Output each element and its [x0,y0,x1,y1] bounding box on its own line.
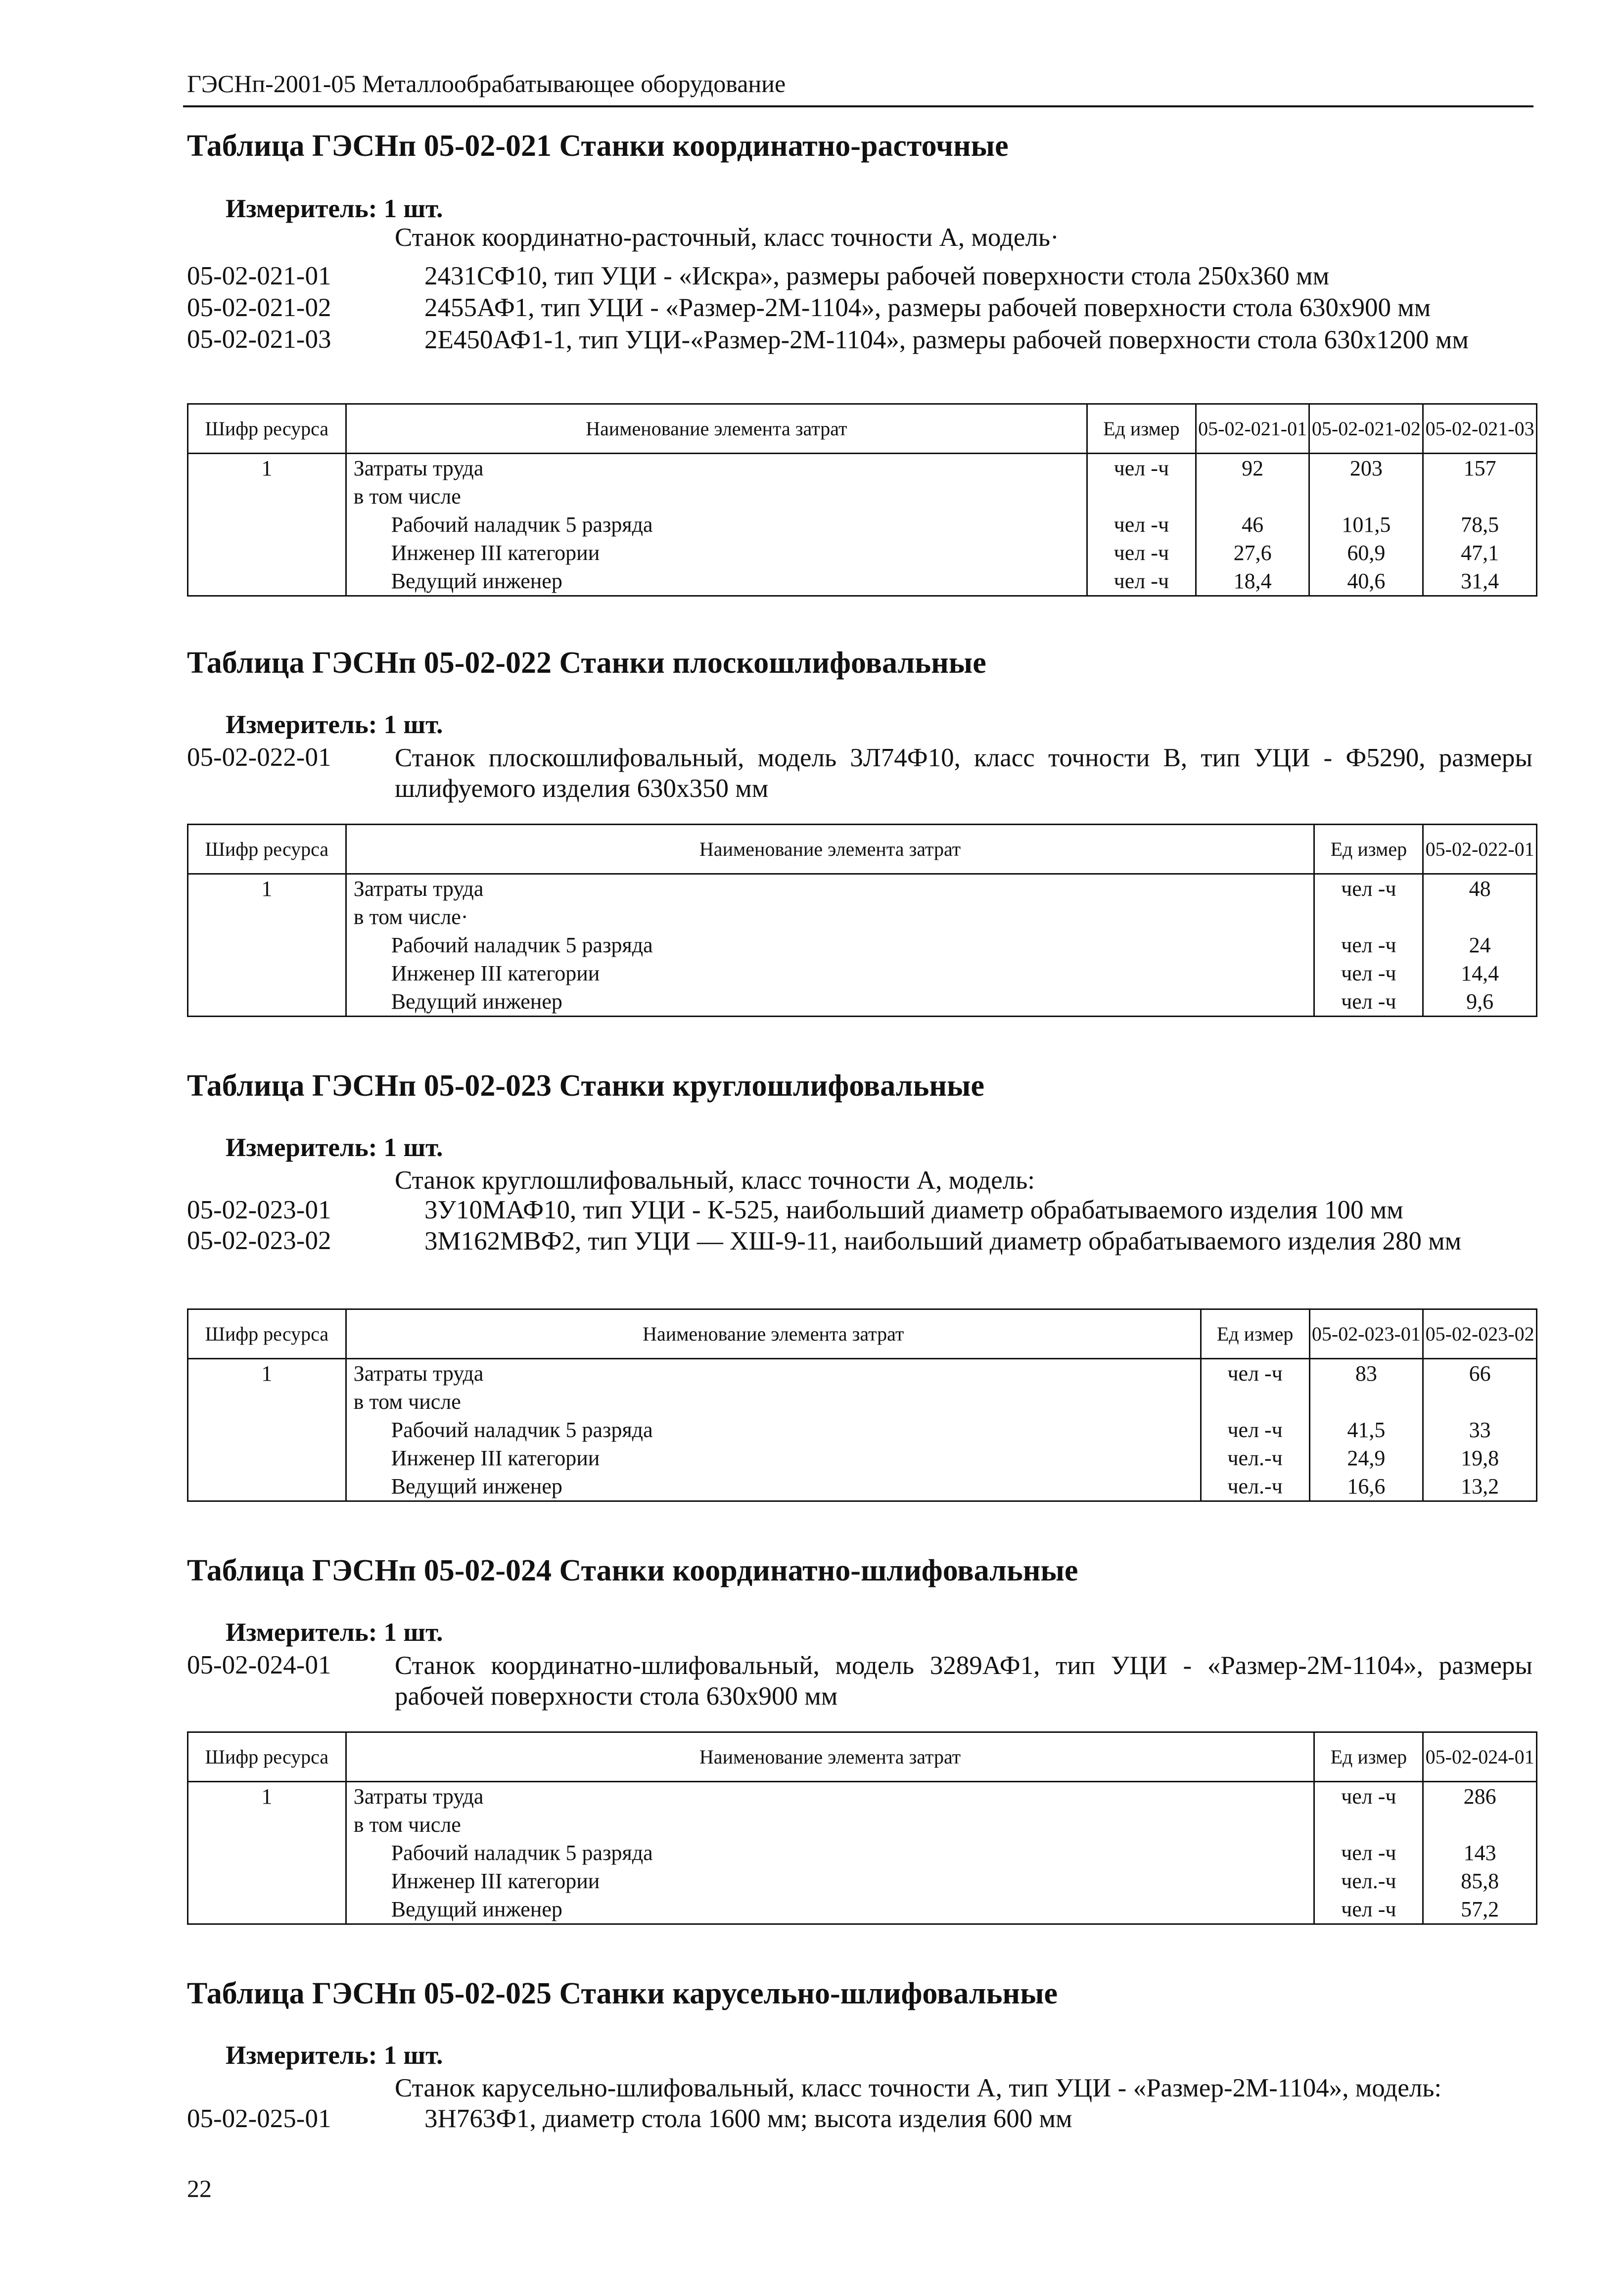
row-value: 46 [1242,512,1264,537]
cost-table [187,824,1537,1017]
unit-cell [1201,1359,1309,1501]
value-cell [1423,1782,1537,1924]
value-cell [1423,1359,1537,1501]
col-header-unit: Ед измер [1201,1309,1309,1359]
row-value: 157 [1463,456,1496,480]
value-cell [1423,454,1537,596]
machine-intro: Станок координатно-расточный, класс точности А, модель· [395,223,1059,252]
row-unit: чел -ч [1341,933,1396,957]
item-code: 05-02-023-02 [187,1226,331,1255]
meter-label: Измеритель: [226,1133,377,1162]
col-header-unit: Ед измер [1314,825,1423,874]
row-unit: чел -ч [1341,877,1396,901]
col-header-value: 05-02-021-02 [1309,404,1423,454]
row-value: 143 [1463,1841,1496,1865]
col-header-value: 05-02-023-02 [1423,1309,1537,1359]
row-value: 203 [1349,456,1383,480]
row-name: Инженер III категории [391,1869,600,1893]
row-name: Ведущий инженер [391,1474,562,1498]
col-header-name: Наименование элемента затрат [346,825,1314,874]
col-header-name: Наименование элемента затрат [346,1732,1314,1782]
code-value: 1 [261,1361,273,1386]
item-text: 3Н763Ф1, диаметр стола 1600 мм; высота изделия 600 мм [424,2104,1072,2133]
meter-label: Измеритель: [226,2041,377,2070]
row-name: Рабочий наладчик 5 разряда [391,933,653,957]
row-unit: чел -ч [1341,961,1396,985]
item-code: 05-02-025-01 [187,2104,331,2133]
section-title: Таблица ГЭСНп 05-02-021 Станки координатно-расточные [187,129,1009,163]
item-code: 05-02-021-03 [187,325,331,354]
item-text: 2Е450АФ1-1, тип УЦИ-«Размер-2М-1104», размеры рабочей поверхности стола 630х1200 мм [424,325,1469,354]
row-value: 47,1 [1461,541,1499,565]
row-name: Затраты труда [353,877,484,901]
meter-value: 1 шт. [383,2041,443,2070]
row-value: 66 [1469,1361,1491,1386]
page-number: 22 [187,2175,212,2202]
row-unit: чел -ч [1341,989,1396,1014]
table-header-row [188,1732,1537,1782]
code-value: 1 [261,877,273,901]
row-unit [1202,1388,1309,1416]
section-title: Таблица ГЭСНп 05-02-024 Станки координатно-шлифовальные [187,1554,1078,1587]
item-text: 3М162МВФ2, тип УЦИ — ХШ-9-11, наибольший диаметр обрабатываемого изделия 280 мм [424,1227,1462,1255]
row-value: 33 [1469,1418,1491,1442]
machine-intro: Станок круглошлифовальный, класс точности А, модель: [395,1166,1035,1195]
row-value: 27,6 [1233,541,1272,565]
row-name: в том числе [353,1390,461,1414]
row-value: 41,5 [1347,1418,1386,1442]
row-name: Затраты труда [353,1784,484,1809]
row-unit [1088,482,1195,511]
code-cell [188,454,346,596]
row-value: 92 [1242,456,1264,480]
table-header-row [188,1309,1537,1359]
row-value: 101,5 [1342,512,1391,537]
row-value: 57,2 [1461,1897,1499,1921]
col-header-code: Шифр ресурса [188,825,346,874]
row-unit: чел -ч [1227,1361,1283,1386]
cost-table [187,1308,1537,1502]
item-code: 05-02-021-02 [187,293,331,322]
col-header-value: 05-02-023-01 [1309,1309,1423,1359]
row-unit [1315,903,1422,931]
meter-value: 1 шт. [383,1133,443,1162]
name-cell [346,1359,1201,1501]
name-cell [346,874,1314,1017]
running-head: ГЭСНп-2001-05 Металлообрабатывающее оборудование [187,70,786,97]
row-name: в том числе· [353,905,468,929]
meter-label: Измеритель: [226,1618,377,1647]
table-body-row [188,1359,1537,1501]
row-name: Ведущий инженер [391,989,562,1014]
unit-cell [1314,1782,1423,1924]
row-value: 19,8 [1461,1446,1499,1470]
table-body-row [188,874,1537,1017]
name-cell [346,454,1087,596]
value-cell [1309,1359,1423,1501]
row-name: Инженер III категории [391,1446,600,1470]
row-value [1424,1811,1536,1839]
meter-line [226,710,443,740]
row-unit: чел -ч [1341,1841,1396,1865]
row-value [1424,903,1536,931]
row-unit: чел.-ч [1341,1869,1396,1893]
table-header-row [188,825,1537,874]
row-value: 48 [1469,877,1491,901]
meter-line [226,1618,443,1647]
row-value: 78,5 [1461,512,1499,537]
row-name: в том числе [353,1813,461,1837]
row-value: 40,6 [1347,569,1386,593]
section-title: Таблица ГЭСНп 05-02-025 Станки карусельно-шлифовальные [187,1977,1058,2010]
col-header-value: 05-02-022-01 [1423,825,1537,874]
section-title: Таблица ГЭСНп 05-02-022 Станки плоскошлифовальные [187,646,986,680]
col-header-value: 05-02-021-01 [1196,404,1309,454]
cost-table [187,1731,1537,1925]
col-header-value: 05-02-021-03 [1423,404,1537,454]
row-name: Рабочий наладчик 5 разряда [391,1418,653,1442]
row-value: 60,9 [1347,541,1386,565]
row-name: Затраты труда [353,456,484,480]
row-value: 286 [1463,1784,1496,1809]
value-cell [1309,454,1423,596]
table-header-row [188,404,1537,454]
row-name: Ведущий инженер [391,569,562,593]
row-unit: чел.-ч [1227,1446,1283,1470]
item-text: Станок плоскошлифовальный, модель 3Л74Ф10, класс точности В, тип УЦИ - Ф5290, размеры шлифуемого изделия 630х350 мм [395,744,1532,803]
row-value: 18,4 [1233,569,1272,593]
code-cell [188,874,346,1017]
item-text: Станок координатно-шлифовальный, модель 3289АФ1, тип УЦИ - «Размер-2М-1104», размеры рабочей поверхности стола 630х900 мм [395,1651,1532,1711]
item-text: 3У10МАФ10, тип УЦИ - К-525, наибольший диаметр обрабатываемого изделия 100 мм [424,1196,1403,1224]
col-header-unit: Ед измер [1087,404,1196,454]
row-unit: чел.-ч [1227,1474,1283,1498]
col-header-code: Шифр ресурса [188,1309,346,1359]
row-value: 13,2 [1461,1474,1499,1498]
meter-value: 1 шт. [383,194,443,223]
unit-cell [1314,874,1423,1017]
value-cell [1196,454,1309,596]
row-value [1424,1388,1536,1416]
row-name: Рабочий наладчик 5 разряда [391,512,653,537]
col-header-name: Наименование элемента затрат [346,404,1087,454]
row-value [1310,482,1422,511]
meter-line [226,2041,443,2070]
row-unit: чел -ч [1341,1897,1396,1921]
name-cell [346,1782,1314,1924]
col-header-code: Шифр ресурса [188,404,346,454]
row-value [1197,482,1309,511]
col-header-code: Шифр ресурса [188,1732,346,1782]
table-body-row [188,1782,1537,1924]
value-cell [1423,874,1537,1017]
row-unit: чел -ч [1114,456,1169,480]
row-value: 14,4 [1461,961,1499,985]
meter-line [226,194,443,224]
row-name: в том числе [353,484,461,509]
item-text: 2431СФ10, тип УЦИ - «Искра», размеры рабочей поверхности стола 250х360 мм [424,262,1330,290]
code-value: 1 [261,456,273,480]
row-unit: чел -ч [1114,512,1169,537]
meter-value: 1 шт. [383,710,443,739]
row-value: 16,6 [1347,1474,1386,1498]
row-value: 24 [1469,933,1491,957]
code-value: 1 [261,1784,273,1809]
row-value: 24,9 [1347,1446,1386,1470]
row-name: Затраты труда [353,1361,484,1386]
row-value: 83 [1355,1361,1377,1386]
col-header-name: Наименование элемента затрат [346,1309,1201,1359]
row-name: Рабочий наладчик 5 разряда [391,1841,653,1865]
row-unit: чел -ч [1114,541,1169,565]
unit-cell [1087,454,1196,596]
item-code: 05-02-023-01 [187,1196,331,1224]
row-name: Инженер III категории [391,961,600,985]
row-name: Ведущий инженер [391,1897,562,1921]
item-code: 05-02-022-01 [187,743,331,772]
item-code: 05-02-021-01 [187,262,331,290]
item-code: 05-02-024-01 [187,1651,331,1679]
row-value: 9,6 [1466,989,1494,1014]
machine-intro: Станок карусельно-шлифовальный, класс точности А, тип УЦИ - «Размер-2М-1104», модель: [395,2074,1442,2102]
row-value: 31,4 [1461,569,1499,593]
row-unit: чел -ч [1114,569,1169,593]
code-cell [188,1782,346,1924]
meter-label: Измеритель: [226,194,377,223]
row-unit: чел -ч [1227,1418,1283,1442]
meter-value: 1 шт. [383,1618,443,1647]
item-text: 2455АФ1, тип УЦИ - «Размер-2М-1104», размеры рабочей поверхности стола 630х900 мм [424,293,1431,322]
row-value [1310,1388,1423,1416]
meter-label: Измеритель: [226,710,377,739]
col-header-unit: Ед измер [1314,1732,1423,1782]
row-unit [1315,1811,1422,1839]
row-value: 85,8 [1461,1869,1499,1893]
table-body-row [188,454,1537,596]
code-cell [188,1359,346,1501]
row-name: Инженер III категории [391,541,600,565]
header-rule [183,105,1533,107]
cost-table [187,403,1537,597]
meter-line [226,1133,443,1162]
row-unit: чел -ч [1341,1784,1396,1809]
row-value [1424,482,1536,511]
col-header-value: 05-02-024-01 [1423,1732,1537,1782]
section-title: Таблица ГЭСНп 05-02-023 Станки круглошлифовальные [187,1069,984,1103]
